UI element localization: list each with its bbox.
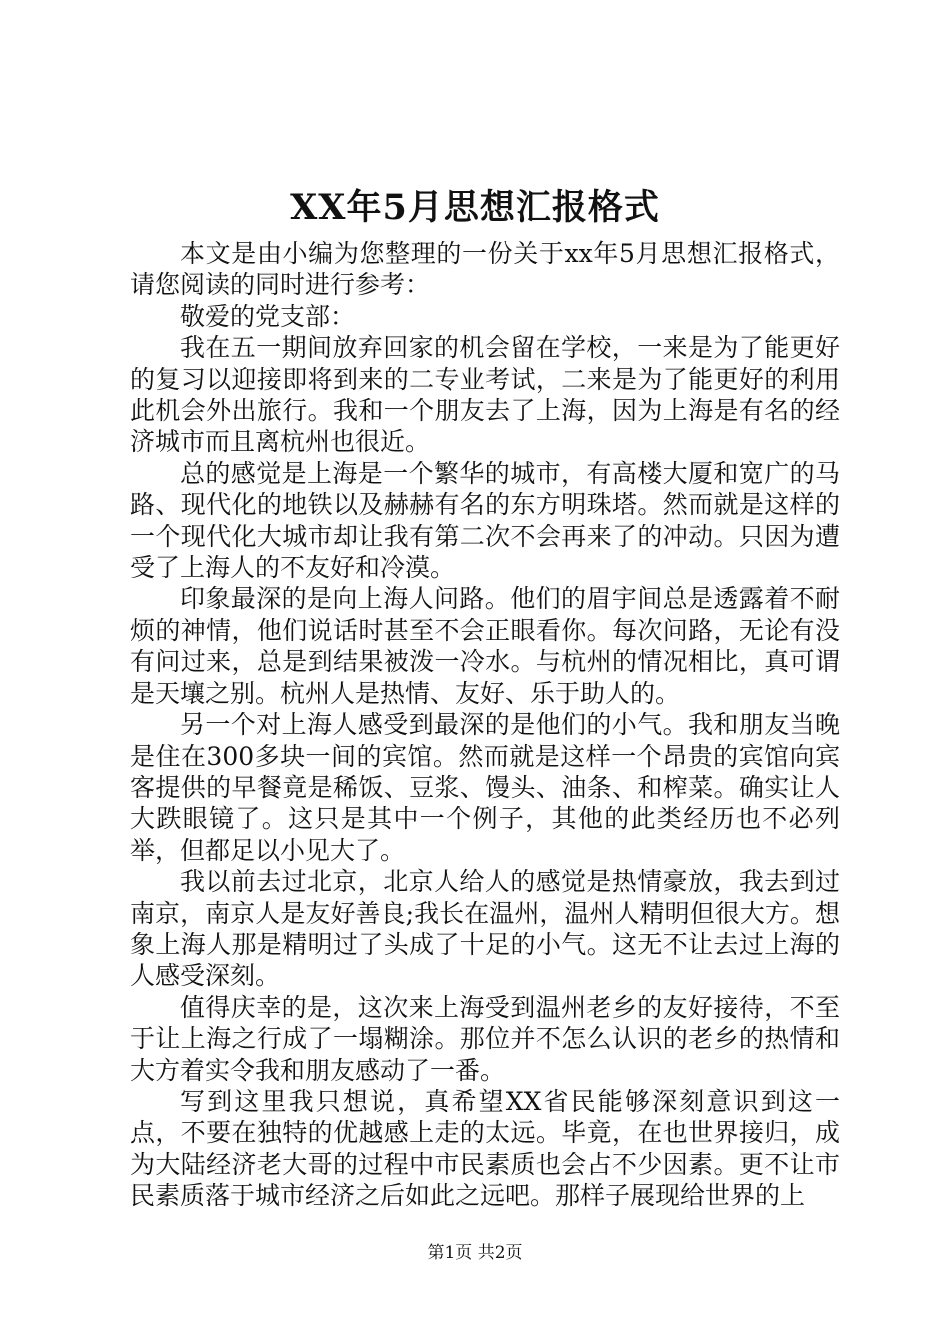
document-body: [130, 238, 840, 1212]
paragraph-intro: 本文是由小编为您整理的一份关于xx年5月思想汇报格式，请您阅读的同时进行参考：: [130, 239, 840, 300]
paragraph-salutation: 敬爱的党支部：: [180, 301, 356, 331]
page-number-footer: 第1页 共2页: [427, 1243, 523, 1263]
paragraph-body: 我在五一期间放弃回家的机会留在学校，一来是为了能更好的复习以迎接即将到来的二专业考试，二来是为了能更好的利用此机会外出旅行。我和一个朋友去了上海，因为上海是有名的经济城市而且离杭州也很近。: [130, 333, 840, 457]
paragraph-body: 我以前去过北京，北京人给人的感觉是热情豪放，我去到过南京，南京人是友好善良;我长在温州，温州人精明但很大方。想象上海人那是精明过了头成了十足的小气。这无不让去过上海的人感受深刻。: [130, 867, 840, 991]
paragraph-body: 总的感觉是上海是一个繁华的城市，有高楼大厦和宽广的马路、现代化的地铁以及赫赫有名的东方明珠塔。然而就是这样的一个现代化大城市却让我有第二次不会再来了的冲动。只因为遭受了上海人的不友好和冷漠。: [130, 458, 840, 583]
paragraph-body: 写到这里我只想说，真希望XX省民能够深刻意识到这一点，不要在独特的优越感上走的太远。毕竟，在也世界接归，成为大陆经济老大哥的过程中市民素质也会占不少因素。更不让市民素质落于城市经济之后如此之远吧。那样子展现给世界的上: [130, 1086, 840, 1211]
document-title: XX年5月思想汇报格式: [290, 187, 660, 228]
paragraph-body: 值得庆幸的是，这次来上海受到温州老乡的友好接待，不至于让上海之行成了一塌糊涂。那位并不怎么认识的老乡的热情和大方着实令我和朋友感动了一番。: [130, 992, 840, 1085]
paragraph-body: 印象最深的是向上海人问路。他们的眉宇间总是透露着不耐烦的神情，他们说话时甚至不会正眼看你。每次问路，无论有没有问过来，总是到结果被泼一冷水。与杭州的情况相比，真可谓是天壤之别。杭州人是热情、友好、乐于助人的。: [130, 584, 840, 708]
paragraph-body: 另一个对上海人感受到最深的是他们的小气。我和朋友当晚是住在300多块一间的宾馆。然而就是这样一个昂贵的宾馆向宾客提供的早餐竟是稀饭、豆浆、馒头、油条、和榨菜。确实让人大跌眼镜了。这只是其中一个例子，其他的此类经历也不必列举，但都足以小见大了。: [130, 710, 840, 865]
